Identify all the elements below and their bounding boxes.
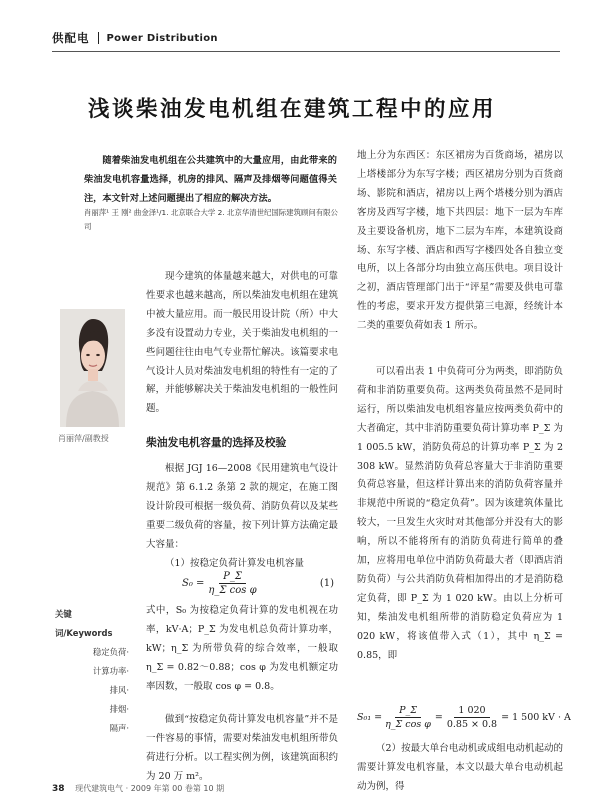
keyword-item: 稳定负荷·: [92, 647, 129, 657]
body-paragraph: 式中，S₀ 为按稳定负荷计算的发电机视在功率，kV·A；P_Σ 为发电机总负荷计算功率，kW；η_Σ 为所带负荷的综合效率，一般取 η_Σ = 0.82～0.88；cos φ 为发电机额定功率因数，一般取 cos φ = 0.8。: [146, 605, 338, 692]
formula-1: [182, 566, 342, 600]
formula-number: (1): [319, 577, 334, 589]
keywords: [55, 605, 129, 738]
right-body-upper: [357, 147, 563, 336]
formula-2: [357, 700, 572, 734]
author-portrait-image: [60, 309, 125, 427]
author-affiliation: 肖丽萍¹ 王 刚² 曲金泽¹/1. 北京联合大学 2. 北京华清世纪国际建筑顾问有限公司: [84, 208, 338, 231]
body-paragraph: 根据 JGJ 16—2008《民用建筑电气设计规范》第 6.1.2 条第 2 款的规定，在施工图设计阶段可根据一级负荷、消防负荷以及某些重要二级负荷的容量，按下列计算方法确定最大容量：: [146, 463, 338, 550]
header-divider: [98, 32, 99, 44]
formula-result: = 1 500 kV · A: [501, 711, 571, 723]
right-body-lower: [357, 740, 563, 796]
formula-fraction: [447, 705, 497, 730]
body-paragraph: 做到“按稳定负荷计算发电机容量”并不是一件容易的事情，需要对柴油发电机组所带负荷进行分析。以工程实例为例，该建筑面积约为 20 万 m²。: [146, 714, 338, 782]
formula-denominator: η_Σ cos φ: [208, 584, 257, 596]
right-body-middle: [357, 363, 563, 666]
keyword-item: 排烟·: [109, 704, 129, 714]
formula-denominator: 0.85 × 0.8: [446, 718, 498, 730]
body-paragraph: 可以看出表 1 中负荷可分为两类，即消防负荷和非消防重要负荷。这两类负荷虽然不是同时运行，所以柴油发电机组容量应按两类负荷中的大者确定，其中非消防重要负荷计算功率 P_Σ 为 1 005.5 kW，消防负荷总的计算功率 P_Σ 为 2 308 kW。显然消防负荷总容量大于非消防重要负荷总容量，但这样计算出来的消防负荷容量并非规范中所说的“稳定负荷”。因为该建筑体量比较大，一旦发生火灾时对其他部分并没有大的影响，所以不能将所有的消防负荷进行简单的叠加，应将用电单位中消防负荷最大者（即酒店消防负荷）与公共消防负荷相加得出的才是消防稳定负荷，即 P_Σ 为 1 020 kW。由以上分析可知，柴油发电机组所带的消防稳定负荷应为 1 020 kW，将该值带入式（1），其中 η_Σ = 0.85，即: [357, 366, 563, 661]
article-title: 浅谈柴油发电机组在建筑工程中的应用: [88, 97, 497, 122]
body-paragraph: （1）按稳定负荷计算发电机容量: [165, 557, 305, 569]
formula-numerator: P_Σ: [219, 571, 246, 584]
keywords-title: 关键词/Keywords: [55, 609, 113, 638]
formula-numerator: 1 020: [454, 705, 489, 718]
keyword-item: 排风·: [109, 685, 129, 695]
section-heading: 柴油发电机容量的选择及校验: [146, 436, 287, 449]
header-rule: [52, 51, 560, 52]
section-label: 供配电: [52, 31, 90, 45]
body-paragraph: （2）按最大单台电动机或成组电动机起动的需要计算发电机容量，本文以最大单台电动机起动为例，得: [357, 743, 563, 792]
intro-paragraph: 现今建筑的体量越来越大，对供电的可靠性要求也越来越高，所以柴油发电机组在建筑中被大量应用。而一般民用设计院（所）中大多没有设置动力专业，关于柴油发电机组的一些问题往往由电气专业帮忙解决。该篇要求电气设计人员对柴油发电机组的特性有一定的了解，并能够解决关于柴油发电机组的一般性问题。: [146, 271, 338, 415]
body-paragraph: 地上分为东西区：东区裙房为百货商场，裙房以上塔楼部分为东写字楼；西区裙房分别为百货商场、影院和酒店，裙房以上两个塔楼分别为酒店客房及西写字楼，地下共四层：地下一层为车库及主要设备机房，地下二层为车库，本建筑设商场、东写字楼、酒店和西写字楼四处各自独立变电所，以上各部分均由独立高压供电。项目设计之初，酒店管理部门出于“评星”需要及供电可靠性的考虑，要求开发方提供第三电源，经统计本二类的重要负荷如表 1 所示。: [357, 150, 563, 332]
left-body-lower: [146, 602, 338, 697]
keyword-item: 隔声·: [109, 723, 129, 733]
running-header: [52, 30, 218, 46]
page-number: 38: [52, 784, 65, 794]
formula-lhs: S₀₁ =: [357, 711, 383, 723]
formula-lhs: S₀ =: [182, 577, 205, 589]
left-body-upper: [146, 460, 338, 573]
abstract: 随着柴油发电机组在公共建筑中的大量应用，由此带来的柴油发电机容量选择，机房的排风、隔声及排烟等问题值得关注，本文针对上述问题提出了相应的解决方法。: [84, 155, 337, 204]
formula-denominator: η_Σ cos φ: [385, 718, 431, 730]
formula-fraction: [385, 705, 431, 730]
formula-equals: =: [434, 711, 443, 723]
formula-numerator: P_Σ: [395, 705, 421, 718]
section-label-en: Power Distribution: [106, 32, 218, 44]
left-body-bottom: [146, 711, 338, 787]
page-footer: [52, 783, 224, 794]
formula-fraction: [208, 571, 256, 596]
photo-caption: 肖丽萍/副教授: [58, 434, 109, 443]
author-photo: [60, 309, 125, 427]
keyword-item: 计算功率·: [92, 666, 129, 676]
journal-info: 现代建筑电气 · 2009 年第 00 卷第 10 期: [75, 784, 225, 793]
